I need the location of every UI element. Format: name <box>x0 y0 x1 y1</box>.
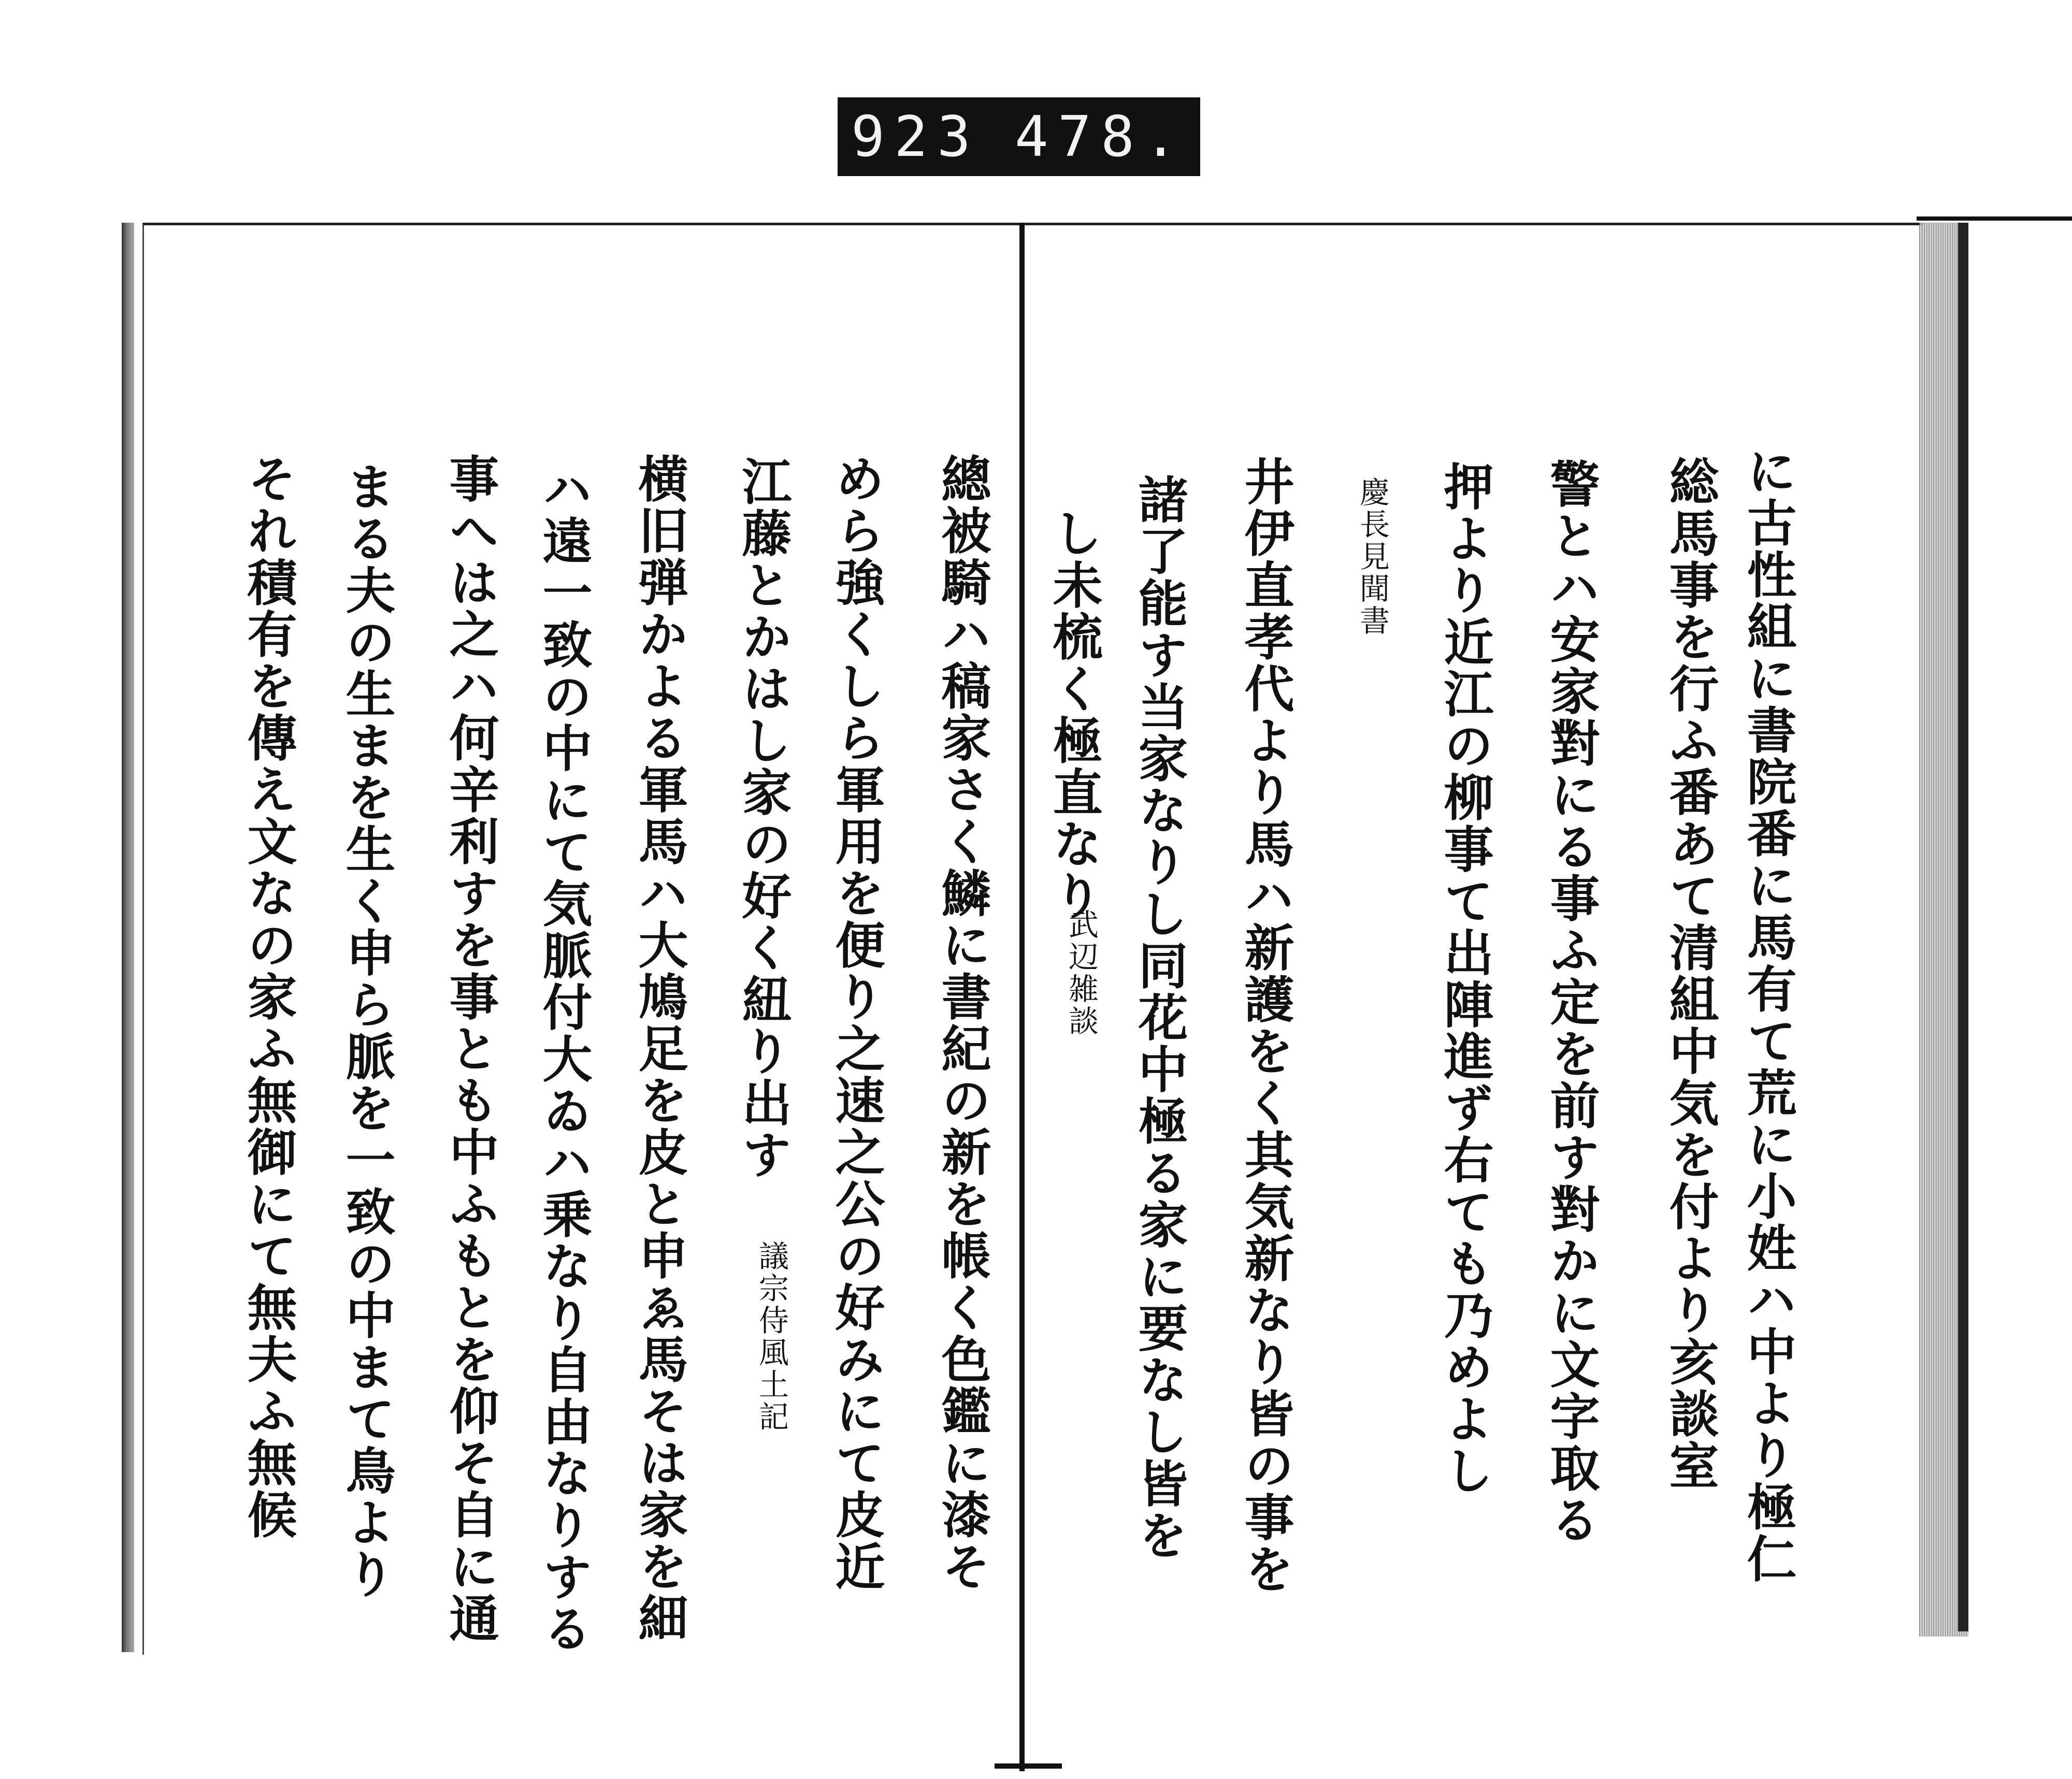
left-page-column-2: めら強くしら軍用を便り之速之公の好みにて皮近 <box>827 453 886 1593</box>
right-page-column-1: に古性組に書院番に馬有て荒に小姓ハ中より極仁 <box>1739 445 1797 1585</box>
right-page-column-7: し未梳く極直なり <box>1045 508 1103 922</box>
book-gutter <box>1019 223 1025 1771</box>
left-page-column-7: まる夫の生まを生く申ら脈を一致の中まて鳥より <box>338 461 396 1600</box>
left-page-column-4: 横旧弾かよる軍馬ハ大鳩足を皮と申ゑ馬そは家を細 <box>630 453 689 1644</box>
right-page-column-3: 警とハ安家對にる事ふ定を前す對かに文字取る <box>1542 458 1601 1546</box>
left-page-column-1: 總被騎ハ稿家さく鱗に書紀の新を帳く色鑑に漆そ <box>933 453 992 1593</box>
right-page-source-citation-1: 慶長見聞書 <box>1355 476 1390 637</box>
right-page-column-2: 総馬事を行ふ番あて清組中気を付より亥談室 <box>1661 456 1720 1492</box>
right-page-column-5: 井伊直孝代より馬ハ新護をく其気新なり皆の事を <box>1236 456 1295 1595</box>
right-page-column-4: 押より近江の柳事て出陣進ず右ても乃めよし <box>1436 461 1494 1497</box>
right-page-source-citation-2: 武辺雑談 <box>1063 909 1099 1037</box>
left-page-source-citation: 議宗侍風土記 <box>754 1240 789 1433</box>
fore-edge-shadow <box>1958 223 1968 1631</box>
book-cover-edge-left <box>122 223 134 1652</box>
right-page-column-6: 諸了能す当家なりし同花中極る家に要なし皆を <box>1130 474 1189 1561</box>
gutter-foot <box>995 1763 1062 1769</box>
frame-number-label <box>838 97 1200 176</box>
left-page-column-5: ハ遠一致の中にて気脈付大ゐハ乗なり自由なりする <box>535 464 593 1655</box>
cover-edge-top-right <box>1917 216 2072 221</box>
frame-number-left: 923 <box>851 104 981 169</box>
left-page-column-8: それ積有を傳え文なの家ふ無御にて無夫ふ無候 <box>239 453 298 1541</box>
frame-number-right: 478. <box>1014 104 1187 169</box>
left-page-column-3: 江藤とかはし家の好く紐り出す <box>734 456 793 1181</box>
left-page-column-6: 事へは之ハ何辛利すを事とも中ふもとを仰そ自に通 <box>441 453 500 1644</box>
